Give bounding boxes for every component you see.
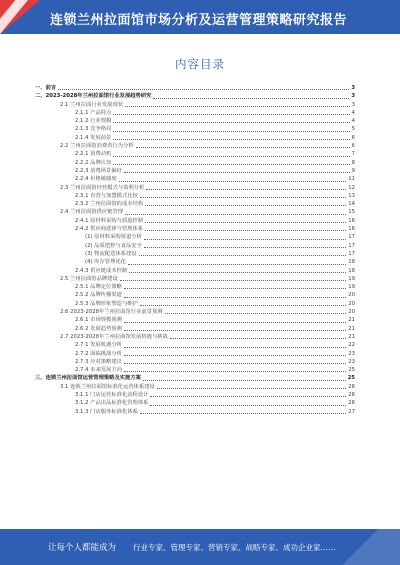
toc-dot-leader bbox=[145, 205, 346, 206]
toc-entry-page: 19 bbox=[348, 275, 355, 282]
toc-dot-leader bbox=[113, 131, 349, 132]
toc-dot-leader bbox=[124, 347, 346, 348]
toc-dot-leader bbox=[113, 139, 349, 140]
toc-entry-title: 2.6.2 发展趋势预测 bbox=[75, 325, 122, 332]
toc-entry-page: 20 bbox=[348, 300, 355, 307]
toc-entry-title: 2.7.1 发展机遇分析 bbox=[75, 342, 122, 349]
toc-entry[interactable] bbox=[35, 308, 355, 316]
toc-entry-title: 二、2023-2028年兰州拉面馆行业发展趋势研究 bbox=[35, 93, 152, 100]
toc-entry-title: 2.1.2 行业规模 bbox=[75, 118, 112, 125]
toc-entry-page: 21 bbox=[348, 325, 355, 332]
toc-entry[interactable] bbox=[35, 117, 355, 125]
toc-entry[interactable] bbox=[35, 175, 355, 183]
toc-heading: 内容目录 bbox=[175, 57, 225, 71]
toc-entry[interactable] bbox=[35, 101, 355, 109]
toc-dot-leader bbox=[140, 197, 346, 198]
toc-dot-leader bbox=[136, 147, 350, 148]
toc-entry-page: 21 bbox=[348, 317, 355, 324]
toc-dot-leader bbox=[113, 114, 349, 115]
toc-entry-page: 3 bbox=[351, 93, 355, 100]
toc-entry-title: 2.1.3 竞争格局 bbox=[75, 126, 112, 133]
toc-entry-page: 13 bbox=[348, 192, 355, 199]
toc-entry-title: 2.2.4 价格敏感度 bbox=[75, 176, 117, 183]
report-title: 连锁兰州拉面馆市场分析及运营管理策略研究报告 bbox=[50, 13, 348, 28]
toc-entry[interactable] bbox=[35, 399, 355, 407]
toc-entry[interactable] bbox=[35, 225, 355, 233]
toc-dot-leader bbox=[153, 98, 349, 99]
toc-entry[interactable] bbox=[35, 217, 355, 225]
toc-entry-page: 5 bbox=[351, 126, 355, 133]
toc-dot-leader bbox=[170, 338, 346, 339]
toc-entry[interactable] bbox=[35, 374, 355, 382]
toc-entry[interactable] bbox=[35, 184, 355, 192]
toc-entry-title: 2.3.1 直营与加盟模式比较 bbox=[75, 192, 138, 199]
footer-decoration bbox=[340, 529, 400, 565]
toc-entry[interactable] bbox=[35, 383, 355, 391]
toc-entry[interactable] bbox=[35, 159, 355, 167]
toc-entry-page: 26 bbox=[348, 383, 355, 390]
toc-entry-page: 3 bbox=[351, 101, 355, 108]
toc-entry[interactable] bbox=[35, 300, 355, 308]
toc-dot-leader bbox=[150, 405, 346, 406]
toc-dot-leader bbox=[150, 396, 346, 397]
toc-entry-title: 2.6.1 市场规模预测 bbox=[75, 317, 122, 324]
toc-dot-leader bbox=[144, 239, 346, 240]
toc-entry-page: 6 bbox=[351, 143, 355, 150]
toc-entry-title: 2.7 2023-2028年兰州拉面馆发展机遇与挑战 bbox=[60, 333, 168, 340]
toc-entry-page: 17 bbox=[348, 242, 355, 249]
toc-dot-leader bbox=[145, 230, 346, 231]
toc-dot-leader bbox=[124, 363, 346, 364]
toc-entry-title: 2.5 兰州拉面馆品牌建设 bbox=[60, 275, 118, 282]
toc-entry[interactable] bbox=[35, 350, 355, 358]
toc-entry-title: 2.3 兰州拉面馆经营模式与盈利分析 bbox=[60, 184, 145, 191]
toc-entry-page: 18 bbox=[348, 267, 355, 274]
toc-dot-leader bbox=[145, 222, 346, 223]
toc-entry[interactable] bbox=[35, 316, 355, 324]
toc-entry[interactable] bbox=[35, 92, 355, 100]
toc-entry-title: 2.4.2 供应商选择与管理体系 bbox=[75, 226, 144, 233]
toc-entry-page: 23 bbox=[348, 358, 355, 365]
toc-dot-leader bbox=[120, 280, 346, 281]
toc-entry[interactable] bbox=[35, 233, 355, 241]
toc-entry[interactable] bbox=[35, 341, 355, 349]
toc-entry-page: 14 bbox=[348, 201, 355, 208]
toc-dot-leader bbox=[125, 214, 346, 215]
toc-dot-leader bbox=[165, 313, 347, 314]
toc-entry[interactable] bbox=[35, 125, 355, 133]
toc-entry-page: 6 bbox=[351, 134, 355, 141]
toc-entry-page: 25 bbox=[348, 367, 355, 374]
toc-entry-title: (4) 库存管理优化 bbox=[85, 259, 126, 266]
toc-entry-page: 26 bbox=[348, 400, 355, 407]
toc-entry[interactable] bbox=[35, 142, 355, 150]
footer-roles: 行业专家、管理专家、营销专家、战略专家、成功企业家…… bbox=[133, 543, 336, 552]
toc-entry-page: 4 bbox=[351, 109, 355, 116]
toc-entry[interactable] bbox=[35, 242, 355, 250]
toc-dot-leader bbox=[128, 264, 346, 265]
toc-entry[interactable] bbox=[35, 134, 355, 142]
toc-entry-page: 26 bbox=[348, 391, 355, 398]
toc-entry-title: 2.4.1 原材料采购与质量控制 bbox=[75, 217, 144, 224]
toc-entry-page: 12 bbox=[348, 184, 355, 191]
toc-dot-leader bbox=[124, 172, 350, 173]
toc-entry[interactable] bbox=[35, 250, 355, 258]
toc-entry-page: 25 bbox=[347, 375, 355, 382]
toc-entry[interactable] bbox=[35, 325, 355, 333]
toc-entry-title: 3.1.3 门店服务标准化体系 bbox=[75, 408, 138, 415]
toc-entry[interactable] bbox=[35, 283, 355, 291]
toc-entry-title: 2.1.1 产品特点 bbox=[75, 109, 112, 116]
toc-entry-page: 23 bbox=[348, 350, 355, 357]
toc-entry-page: 11 bbox=[348, 176, 355, 183]
toc-entry-page: 7 bbox=[351, 151, 355, 158]
footer-slogan: 让每个人都能成为 bbox=[48, 543, 117, 553]
toc-entry-title: 2.7.4 未来发展方向 bbox=[75, 367, 122, 374]
toc-entry[interactable] bbox=[35, 208, 355, 216]
toc-dot-leader bbox=[58, 89, 349, 90]
toc-entry-title: 2.5.3 品牌形象塑造与维护 bbox=[75, 300, 138, 307]
toc-entry-title: 一、前言 bbox=[35, 85, 57, 91]
toc-entry-page: 20 bbox=[348, 309, 355, 316]
toc-entry-page: 16 bbox=[348, 226, 355, 233]
toc-entry[interactable] bbox=[35, 291, 355, 299]
toc-entry-page: 21 bbox=[348, 333, 355, 340]
toc-entry-title: 3.1 连锁兰州拉面馆标准化运营体系建设 bbox=[60, 383, 155, 390]
footer-banner bbox=[0, 529, 400, 565]
toc-dot-leader bbox=[125, 106, 350, 107]
toc-entry-title: 2.2.3 消费场景偏好 bbox=[75, 167, 122, 174]
toc-entry-title: 2.3.2 兰州拉面馆的成本结构 bbox=[75, 201, 144, 208]
toc-dot-leader bbox=[119, 181, 347, 182]
toc-dot-leader bbox=[140, 305, 346, 306]
toc-dot-leader bbox=[157, 388, 346, 389]
toc-entry-title: 2.2.2 品牌认知 bbox=[75, 159, 112, 166]
toc-entry-title: (2) 品质把控与食品安全 bbox=[85, 242, 142, 249]
toc-entry-page: 22 bbox=[348, 342, 355, 349]
toc-dot-leader bbox=[113, 164, 349, 165]
toc-dot-leader bbox=[143, 380, 346, 381]
toc-entry-page: 16 bbox=[348, 217, 355, 224]
toc-dot-leader bbox=[124, 371, 346, 372]
toc-entry-page: 17 bbox=[348, 234, 355, 241]
toc-dot-leader bbox=[113, 156, 349, 157]
toc-dot-leader bbox=[124, 330, 346, 331]
toc-entry-page: 8 bbox=[351, 159, 355, 166]
toc-entry-title: (3) 物流配送体系建设 bbox=[85, 250, 137, 257]
toc-dot-leader bbox=[113, 122, 349, 123]
table-of-contents bbox=[35, 84, 355, 416]
toc-entry-title: 3.1.2 产品出品标准化管理体系 bbox=[75, 400, 149, 407]
toc-entry-title: 2.2 兰州拉面馆消费者行为分析 bbox=[60, 143, 134, 150]
toc-entry-title: 2.4.3 供应链成本控制 bbox=[75, 267, 128, 274]
toc-entry-title: 2.6 2023-2028年兰州拉面馆行业前景预测 bbox=[60, 309, 163, 316]
toc-dot-leader bbox=[140, 413, 346, 414]
toc-entry[interactable] bbox=[35, 267, 355, 275]
toc-entry[interactable] bbox=[35, 358, 355, 366]
toc-entry[interactable] bbox=[35, 275, 355, 283]
toc-dot-leader bbox=[144, 247, 346, 248]
toc-dot-leader bbox=[129, 272, 346, 273]
toc-dot-leader bbox=[124, 355, 346, 356]
toc-entry-title: (1) 原材料采购渠道分析 bbox=[85, 234, 142, 241]
toc-dot-leader bbox=[139, 255, 347, 256]
toc-entry[interactable] bbox=[35, 167, 355, 175]
toc-entry-page: 19 bbox=[348, 284, 355, 291]
toc-dot-leader bbox=[124, 322, 346, 323]
toc-entry-page: 3 bbox=[351, 85, 355, 91]
toc-entry-page: 15 bbox=[348, 209, 355, 216]
toc-entry-title: 2.7.3 应对策略建议 bbox=[75, 358, 122, 365]
toc-dot-leader bbox=[146, 189, 346, 190]
toc-entry-title: 2.5.2 品牌传播渠道 bbox=[75, 292, 122, 299]
toc-entry[interactable] bbox=[35, 109, 355, 117]
toc-entry-page: 20 bbox=[348, 292, 355, 299]
report-header bbox=[0, 0, 400, 34]
toc-entry[interactable] bbox=[35, 408, 355, 416]
toc-entry-title: 2.1.4 发展前景 bbox=[75, 134, 112, 141]
toc-entry-title: 三、连锁兰州拉面馆运营管理策略及实施方案 bbox=[35, 375, 141, 382]
toc-entry-page: 9 bbox=[351, 167, 355, 174]
toc-entry[interactable] bbox=[35, 391, 355, 399]
toc-dot-leader bbox=[124, 297, 346, 298]
toc-entry[interactable] bbox=[35, 200, 355, 208]
toc-entry[interactable] bbox=[35, 150, 355, 158]
toc-entry-title: 2.2.1 消费动机 bbox=[75, 151, 112, 158]
toc-entry[interactable] bbox=[35, 84, 355, 92]
toc-entry[interactable] bbox=[35, 366, 355, 374]
toc-entry-page: 27 bbox=[348, 408, 355, 415]
toc-entry-title: 2.5.1 品牌定位策略 bbox=[75, 284, 122, 291]
toc-entry[interactable] bbox=[35, 333, 355, 341]
toc-entry-title: 2.7.2 面临挑战分析 bbox=[75, 350, 122, 357]
toc-entry-title: 2.4 兰州拉面馆供应链管理 bbox=[60, 209, 124, 216]
toc-dot-leader bbox=[124, 288, 346, 289]
toc-entry-title: 2.1 兰州拉面行业发展现状 bbox=[60, 101, 124, 108]
toc-entry-page: 18 bbox=[348, 259, 355, 266]
toc-entry-page: 17 bbox=[348, 250, 355, 257]
toc-entry[interactable] bbox=[35, 192, 355, 200]
toc-entry-title: 3.1.1 门店运营标准化流程设计 bbox=[75, 391, 149, 398]
toc-entry-page: 4 bbox=[351, 118, 355, 125]
toc-entry[interactable] bbox=[35, 258, 355, 266]
